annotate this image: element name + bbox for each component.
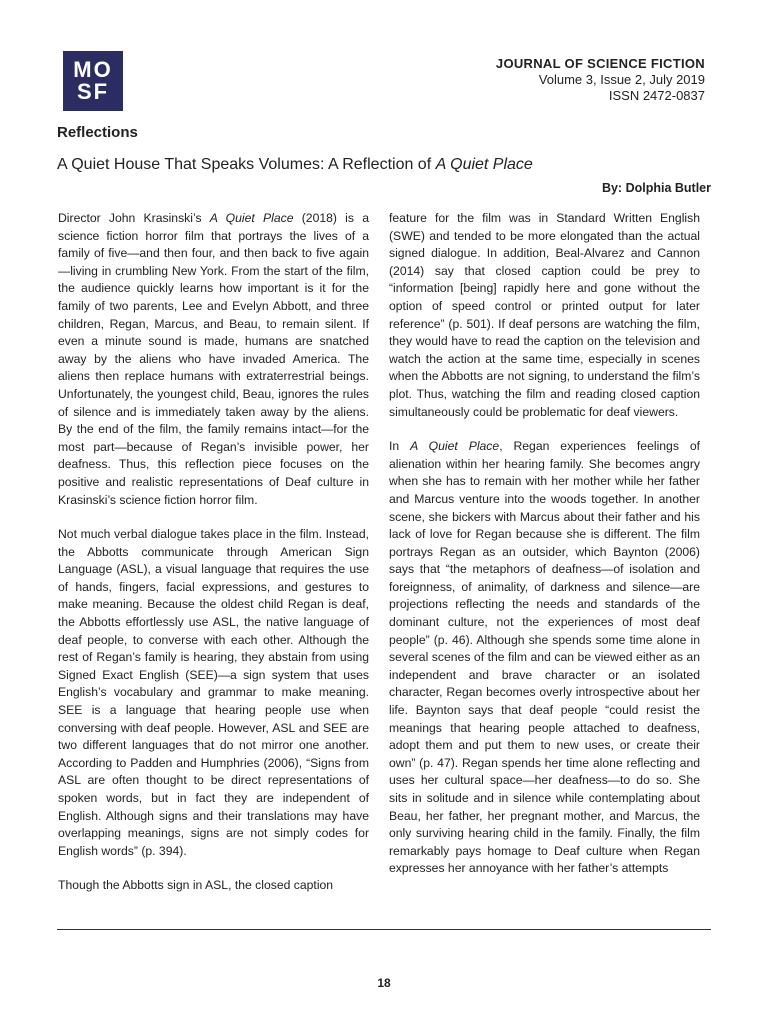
journal-name: JOURNAL OF SCIENCE FICTION (495, 56, 705, 71)
paragraph: Not much verbal dialogue takes place in the film. Instead, the Abbotts communicate through American Sign Language (ASL), a visual language that requires the use of hands, fingers, facial expressions, and gestures to make meaning. Because the oldest child Regan is deaf, the Abbotts effortlessly use ASL, the native language of deaf people, to converse with each other. Although the rest of Regan’s family is hearing, they abstain from using Signed Exact English (SEE)—a sign system that uses English’s vocabulary and grammar to make meaning. SEE is a language that hearing people use when conversing with deaf people. However, ASL and SEE are two different languages that do not mirror one another. According to Padden and Humphries (2006), “Signs from ASL are often thought to be direct representations of spoken words, but in fact they are independent of English. Although signs and their translations may have overlapping meanings, signs are not simply codes for English words” (p. 394). (58, 527, 369, 858)
page-number: 18 (377, 976, 391, 990)
journal-issn: ISSN 2472-0837 (608, 88, 705, 103)
paragraph: feature for the film was in Standard Written English (SWE) and tended to be more elongated than the actual signed dialogue. In addition, Beal-Alvarez and Cannon (2014) say that closed caption could be prey to “information [being] rapidly here and gone without the option of speed control or printed output for later reference” (p. 501). If deaf persons are watching the film, they would have to read the caption on the television and watch the action at the same time, especially in scenes when the Abbotts are not signing, to understand the film’s plot. Thus, watching the film and reading closed caption simultaneously could be problematic for deaf viewers. (389, 211, 700, 419)
footer-divider (57, 929, 711, 930)
title-main: A Quiet House That Speaks Volumes: A Reflection of (57, 156, 436, 173)
paragraph: Director John Krasinski’s A Quiet Place (2018) is a science fiction horror film that portrays the lives of a family of five—and then four, and then back to five again—living in crumbling New York. From the start of the film, the audience quickly learns how important is it for the family of two parents, Lee and Evelyn Abbott, and three children, Regan, Marcus, and Beau, to remain silent. If even a minute sound is made, humans are snatched away by the aliens who have invaded America. The aliens then replace humans with extraterrestrial beings. Unfortunately, the youngest child, Beau, ignores the rules of silence and is immediately taken away by the aliens. By the end of the film, the family remains intact—for the most part—because of Regan’s invisible power, her deafness. Thus, this reflection piece focuses on the positive and realistic representations of Deaf culture in Krasinski’s science fiction horror film. (58, 211, 369, 507)
article-title (57, 156, 533, 174)
author-byline: By: Dolphia Butler (601, 181, 711, 195)
logo-line-1: MO (73, 57, 113, 82)
left-column (58, 210, 369, 912)
journal-volume: Volume 3, Issue 2, July 2019 (538, 72, 705, 87)
title-film: A Quiet Place (435, 156, 533, 173)
journal-header (496, 56, 705, 104)
right-column (389, 210, 700, 895)
logo-line-2: SF (76, 79, 110, 104)
paragraph: In A Quiet Place, Regan experiences feelings of alienation within her hearing family. She becomes angry when she has to remain with her mother while her father and Marcus venture into the woods together. In another scene, she bickers with Marcus about their father and his lack of love for Regan because she is different. The film portrays Regan as an outsider, which Baynton (2006) says that “the metaphors of deafness—of isolation and foreignness, of animality, of darkness and silence—are projections reflecting the needs and standards of the dominant culture, not the experiences of most deaf people” (p. 46). Although she spends some time alone in several scenes of the film and can be viewed either as an independent and brave character or an isolated character, Regan becomes overly introspective about her life. Baynton says that deaf people “could resist the meanings that hearing people attached to deafness, adopt them and put them to new uses, or create their own” (p. 47). Regan spends her time alone reflecting and uses her cultural space—her deafness—to do so. She sits in solitude and in silence while contemplating about Beau, her father, her pregnant mother, and Marcus, the only surviving hearing child in the family. Finally, the film remarkably pays homage to Deaf culture when Regan expresses her annoyance with her father’s attempts (389, 439, 700, 876)
section-heading: Reflections (57, 124, 138, 141)
paragraph: Though the Abbotts sign in ASL, the closed caption (58, 878, 334, 893)
mosf-logo (63, 51, 123, 111)
